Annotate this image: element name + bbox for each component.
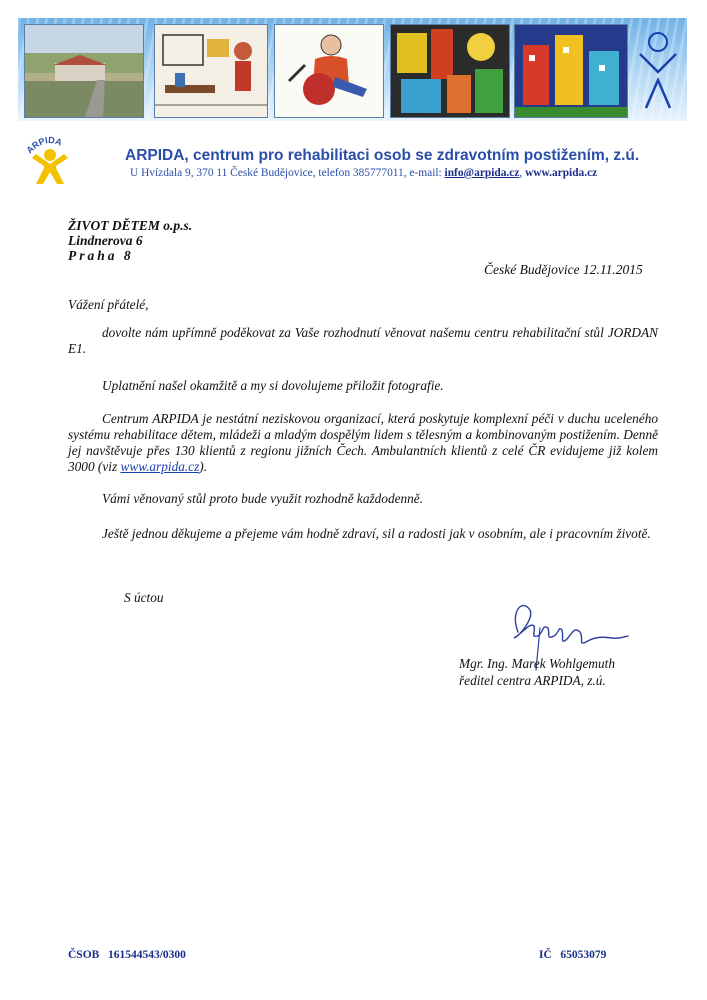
website-link[interactable]: www.arpida.cz [525, 167, 598, 179]
about-text: Centrum ARPIDA je nestátní neziskovou organizací, která poskytuje komplexní péči v duchu uceleného systému rehabilitace dětem, mládeži a mladým dospělým lidem s tělesným a kombinovaným postižením. Denně jej navštěvuje přes 130 klientů z regionu jižních Čech. Ambulantních klientů z celé ČR evidujeme již kolem 3000 (viz [68, 411, 658, 474]
header-banner [18, 18, 687, 121]
about-website-link[interactable]: www.arpida.cz [120, 459, 200, 474]
recipient-name: ŽIVOT DĚTEM o.p.s. [68, 218, 193, 233]
organization-name: ARPIDA, centrum pro rehabilitaci osob se zdravotním postižením, z.ú. [125, 147, 640, 164]
address-text: U Hvízdala 9, 370 11 České Budějovice, telefon 385777011, e-mail: [130, 167, 445, 179]
paragraph-wishes: Ještě jednou děkujeme a přejeme vám hodně zdraví, sil a radosti jak v osobním, ale i pracovním životě. [102, 526, 651, 541]
address-separator: , [519, 167, 526, 179]
signer-block [459, 655, 615, 689]
footer-company-id: IČ 65053079 [539, 949, 607, 961]
letter-date: České Budějovice 12.11.2015 [484, 262, 643, 277]
recipient-city: Praha 8 [68, 248, 134, 263]
paragraph-thanks: dovolte nám upřímně poděkovat za Vaše rozhodnutí věnovat našemu centru rehabilitační stůl JORDAN E1. [68, 325, 658, 356]
signer-title: ředitel centra ARPIDA, z.ú. [459, 673, 606, 688]
arpida-logo [22, 128, 78, 186]
paragraph-usage: Uplatnění našel okamžitě a my si dovolujeme přiložit fotografie. [102, 378, 444, 393]
paragraph-daily-use: Vámi věnovaný stůl proto bude využit rozhodně každodenně. [102, 491, 424, 506]
logo-wordmark: ARPIDA [24, 134, 64, 156]
banner-drawing-1 [154, 24, 268, 118]
signer-name: Mgr. Ing. Marek Wohlgemuth [459, 656, 615, 671]
organization-address [130, 167, 597, 179]
about-text-end: ). [199, 459, 208, 474]
banner-photo-village [24, 24, 144, 118]
paragraph-about [68, 411, 658, 475]
salutation: Vážení přátelé, [68, 297, 149, 312]
banner-drawing-3 [390, 24, 510, 118]
recipient-street: Lindnerova 6 [68, 233, 143, 248]
banner-drawing-2 [274, 24, 384, 118]
svg-text:ARPIDA [24, 135, 64, 155]
banner-logo-sketch [632, 20, 684, 118]
email-link[interactable]: info@arpida.cz [444, 167, 520, 179]
recipient-address [68, 218, 192, 263]
closing: S úctou [124, 590, 164, 605]
banner-drawing-4 [514, 24, 628, 118]
footer-bank-account: ČSOB 161544543/0300 [68, 949, 186, 961]
